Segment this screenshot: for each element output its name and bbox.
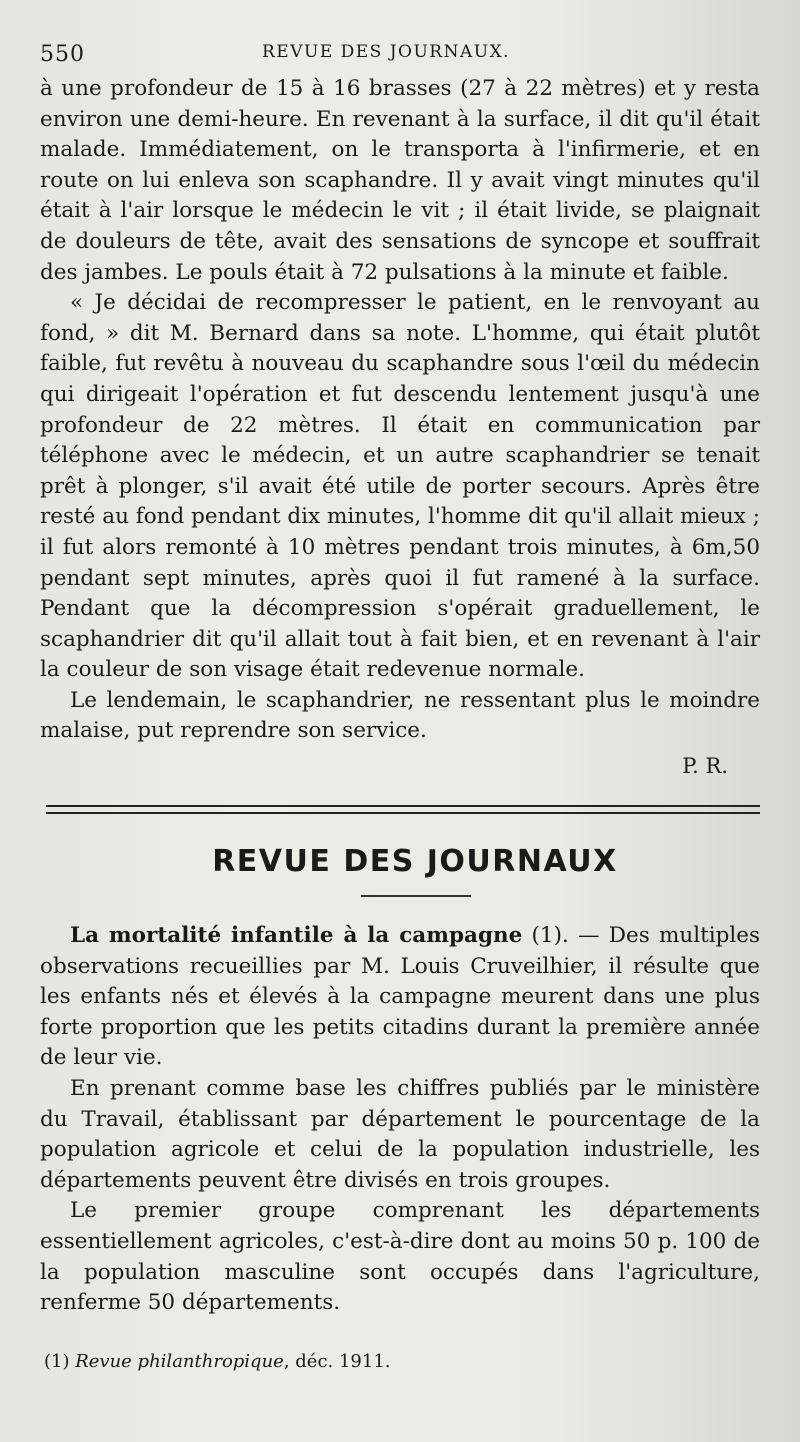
- paragraph: Le premier groupe comprenant les départements essentiellement agricoles, c'est-à-dire dont au moins 50 p. 100 de la population masculine sont occupés dans l'agriculture, renferme 50 départements.: [40, 1198, 760, 1316]
- paragraph: Le lendemain, le scaphandrier, ne ressentant plus le moindre malaise, put reprendre son service.: [40, 687, 760, 744]
- previous-article-body: [40, 74, 760, 781]
- lead-text: — Des multiples observations recueillies par M. Louis Cruveilhier, il résulte que les enfants nés et élevés à la campagne meurent dans une plus forte proportion que les petits citadins durant la première année de leur vie.: [40, 923, 760, 1071]
- footnote-reference: (1).: [522, 923, 569, 949]
- footnote-marker: (1): [44, 1350, 76, 1372]
- double-rule-divider: [46, 805, 760, 814]
- short-rule-divider: [361, 895, 471, 897]
- article-lead-paragraph: [40, 921, 760, 1074]
- article-title: La mortalité infantile à la campagne: [70, 923, 523, 949]
- footnote: [40, 1349, 760, 1375]
- running-title: REVUE DES JOURNAUX.: [262, 42, 511, 62]
- paragraph: à une profondeur de 15 à 16 brasses (27 à 22 mètres) et y resta environ une demi-heure. En revenant à la surface, il dit qu'il était malade. Immédiatement, on le transporta à l'infirmerie, et en route on lui enleva son scaphandre. Il y avait vingt minutes qu'il était à l'air lorsque le médecin le vit ; il était livide, se plaignait de douleurs de tête, avait des sensations de syncope et souffrait des jambes. Le pouls était à 72 pulsations à la minute et faible.: [40, 76, 760, 285]
- page-number: 550: [40, 42, 85, 67]
- author-signature: P. R.: [682, 754, 728, 779]
- section-title: REVUE DES JOURNAUX: [212, 844, 618, 880]
- article-body: [40, 921, 760, 1319]
- footnote-source: Revue philanthropique: [75, 1350, 284, 1372]
- paragraph: En prenant comme base les chiffres publiés par le ministère du Travail, établissant par département le pourcentage de la population agricole et celui de la population industrielle, les départements peuvent être divisés en trois groupes.: [40, 1076, 760, 1193]
- paragraph: « Je décidai de recompresser le patient, en le renvoyant au fond, » dit M. Bernard dans sa note. L'homme, qui était plutôt faible, fut revêtu à nouveau du scaphandre sous l'œil du médecin qui dirigeait l'opération et fut descendu lentement jusqu'à une profondeur de 22 mètres. Il était en communication par téléphone avec le médecin, et un autre scaphandrier se tenait prêt à plonger, s'il avait été utile de porter secours. Après être resté au fond pendant dix minutes, l'homme dit qu'il allait mieux ; il fut alors remonté à 10 mètres pendant trois minutes, à 6m,50 pendant sept minutes, après quoi il fut ramené à la surface. Pendant que la décompression s'opérait graduellement, le scaphandrier dit qu'il allait tout à fait bien, et en revenant à l'air la couleur de son visage était redevenue normale.: [40, 290, 760, 683]
- footnote-date: , déc. 1911.: [283, 1350, 391, 1372]
- running-head: [40, 34, 760, 74]
